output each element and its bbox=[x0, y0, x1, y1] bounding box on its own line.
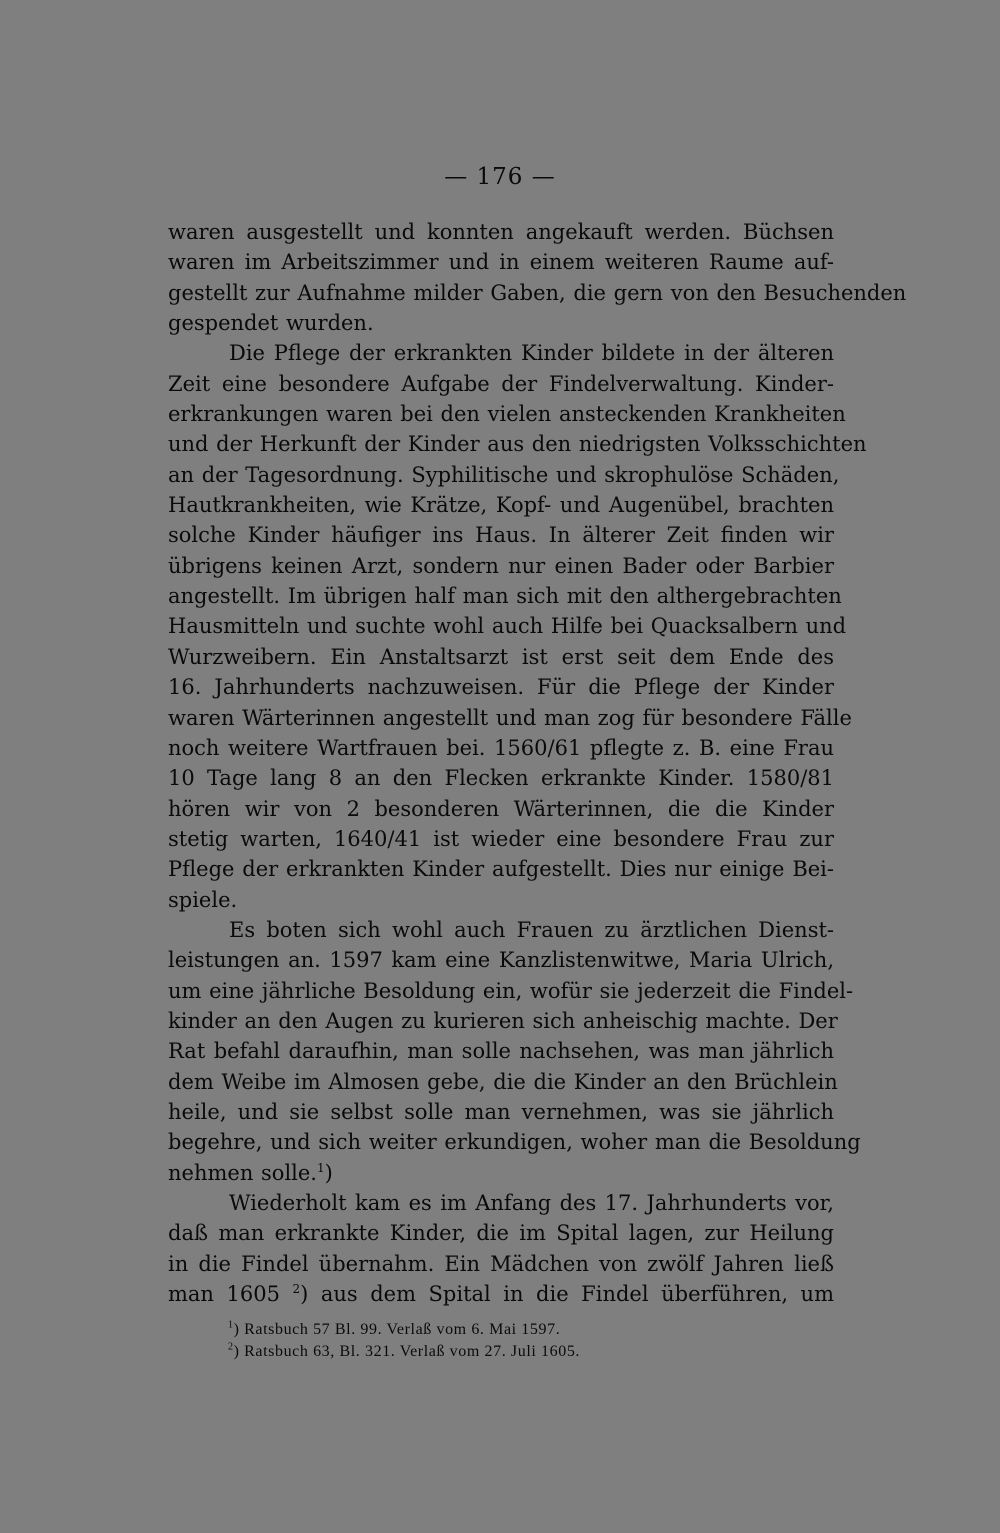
footnote bbox=[228, 1319, 834, 1341]
paragraph-start-line: Es boten sich wohl auch Frauen zu ärztlichen Dienst- bbox=[229, 917, 834, 942]
footnote-mark: 1 bbox=[228, 1319, 234, 1331]
text-line: noch weitere Wartfrauen bei. 1560/61 pflegte z. B. eine Frau bbox=[168, 735, 834, 760]
text-line: waren ausgestellt und konnten angekauft werden. Büchsen bbox=[168, 220, 834, 244]
text-line: 10 Tage lang 8 an den Flecken erkrankte Kinder. 1580/81 bbox=[168, 766, 834, 791]
footnote-mark: 2 bbox=[228, 1341, 234, 1353]
text-line: Rat befahl daraufhin, man solle nachsehen, was man jährlich bbox=[168, 1039, 834, 1064]
text-line: stetig warten, 1640/41 ist wieder eine besondere Frau zur bbox=[168, 826, 834, 851]
text-line: kinder an den Augen zu kurieren sich anheischig machte. Der bbox=[168, 1008, 838, 1033]
body-text bbox=[168, 217, 907, 1309]
text-line: um eine jährliche Besoldung ein, wofür sie jederzeit die Findel- bbox=[168, 978, 854, 1003]
page-number: — 176 — bbox=[444, 164, 556, 190]
text-line: Wurzweibern. Ein Anstaltsarzt ist erst seit dem Ende des bbox=[168, 644, 834, 669]
text-line: angestellt. Im übrigen half man sich mit den althergebrachten bbox=[168, 584, 842, 609]
text-line-with-footnote bbox=[168, 1158, 834, 1188]
text-line: solche Kinder häufiger ins Haus. In älterer Zeit finden wir bbox=[168, 523, 834, 548]
text-line: gestellt zur Aufnahme milder Gaben, die gern von den Besuchenden bbox=[168, 280, 907, 305]
footnote-reference: 2 bbox=[292, 1282, 301, 1297]
text-line: daß man erkrankte Kinder, die im Spital lagen, zur Heilung bbox=[168, 1221, 834, 1246]
paragraph-start-line: Die Pflege der erkrankten Kinder bildete in der älteren bbox=[229, 341, 834, 366]
footnote-text: ) Ratsbuch 63, Bl. 321. Verlaß vom 27. Juli 1605. bbox=[233, 1343, 581, 1360]
text-line: Hautkrankheiten, wie Krätze, Kopf- und Augenübel, brachten bbox=[168, 493, 834, 518]
text-line: Zeit eine besondere Aufgabe der Findelverwaltung. Kinder- bbox=[168, 371, 834, 396]
text-line: gespendet wurden. bbox=[168, 311, 374, 336]
text-line: an der Tagesordnung. Syphilitische und skrophulöse Schäden, bbox=[168, 462, 840, 487]
line-text-after: ) aus dem Spital in die Findel überführen, um bbox=[300, 1282, 834, 1307]
text-line: dem Weibe im Almosen gebe, die die Kinder an den Brüchlein bbox=[168, 1069, 838, 1094]
text-line: 16. Jahrhunderts nachzuweisen. Für die Pflege der Kinder bbox=[168, 675, 834, 700]
text-line: waren im Arbeitszimmer und in einem weiteren Raume auf- bbox=[168, 250, 834, 275]
line-text: man 1605 bbox=[168, 1282, 280, 1307]
text-line: und der Herkunft der Kinder aus den niedrigsten Volksschichten bbox=[168, 432, 867, 457]
text-line: hören wir von 2 besonderen Wärterinnen, die die Kinder bbox=[168, 796, 834, 821]
text-line: leistungen an. 1597 kam eine Kanzlistenwitwe, Maria Ulrich, bbox=[168, 948, 834, 973]
footnote bbox=[228, 1341, 834, 1363]
footnote-text: ) Ratsbuch 57 Bl. 99. Verlaß vom 6. Mai 1597. bbox=[233, 1321, 561, 1338]
text-line-with-footnote bbox=[168, 1279, 834, 1309]
text-line: waren Wärterinnen angestellt und man zog für besondere Fälle bbox=[168, 705, 852, 730]
text-line: spiele. bbox=[168, 887, 238, 912]
text-line: Pflege der erkrankten Kinder aufgestellt. Dies nur einige Bei- bbox=[168, 857, 834, 882]
text-line: Hausmitteln und suchte wohl auch Hilfe bei Quacksalbern und bbox=[168, 614, 847, 639]
line-text: nehmen solle. bbox=[168, 1160, 317, 1185]
footnotes bbox=[228, 1319, 834, 1363]
text-line: begehre, und sich weiter erkundigen, woher man die Besoldung bbox=[168, 1130, 861, 1155]
paragraph-start-line: Wiederholt kam es im Anfang des 17. Jahrhunderts vor, bbox=[229, 1191, 834, 1215]
text-line: übrigens keinen Arzt, sondern nur einen Bader oder Barbier bbox=[168, 553, 834, 578]
line-text-after: ) bbox=[324, 1160, 333, 1185]
footnote-reference: 1 bbox=[316, 1160, 325, 1175]
text-line: heile, und sie selbst solle man vernehmen, was sie jährlich bbox=[168, 1099, 834, 1124]
text-line: in die Findel übernahm. Ein Mädchen von zwölf Jahren ließ bbox=[168, 1251, 834, 1276]
text-line: erkrankungen waren bei den vielen ansteckenden Krankheiten bbox=[168, 402, 846, 427]
